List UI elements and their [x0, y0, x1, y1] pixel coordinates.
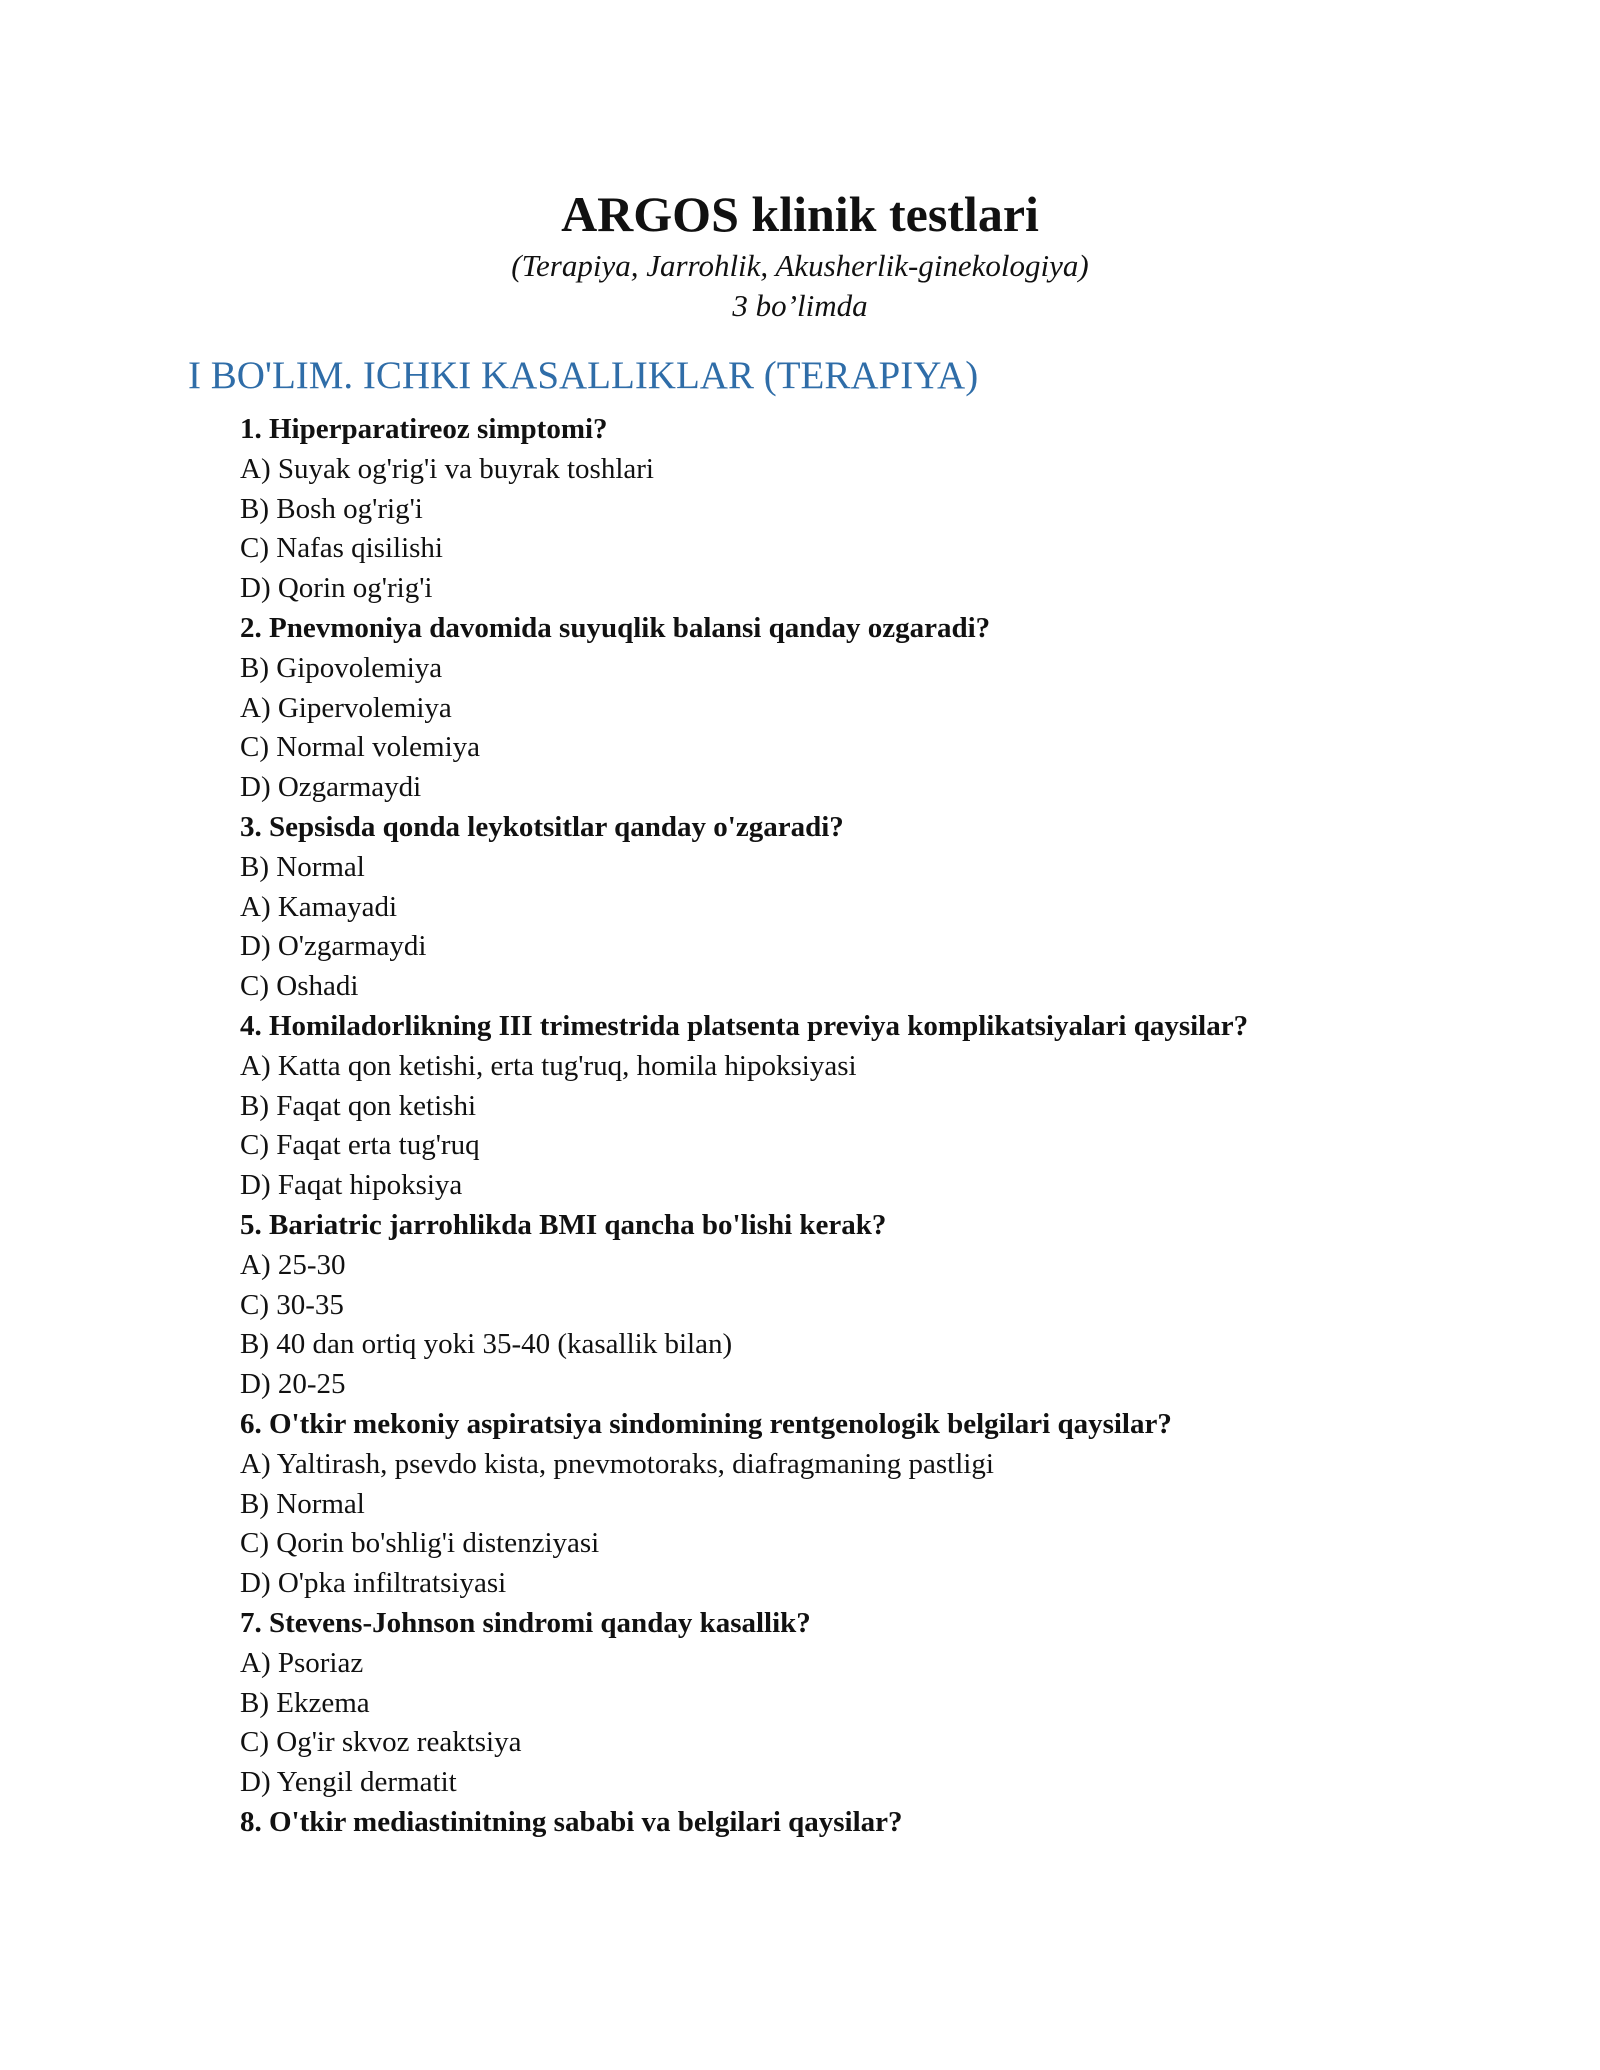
answer-option: A) Katta qon ketishi, erta tug'ruq, homila hipoksiyasi: [240, 1049, 857, 1082]
answer-option: A) Psoriaz: [240, 1646, 364, 1679]
answer-option: C) Qorin bo'shlig'i distenziyasi: [240, 1527, 600, 1560]
question-item: [240, 808, 1440, 1007]
answer-option: B) 40 dan ortiq yoki 35-40 (kasallik bilan): [240, 1328, 733, 1361]
answer-option: A) Suyak og'rig'i va buyrak toshlari: [240, 452, 654, 485]
answer-option: D) Qorin og'rig'i: [240, 572, 433, 605]
answer-option: B) Bosh og'rig'i: [240, 492, 423, 525]
question-item: [240, 1206, 1440, 1405]
answer-option: A) Kamayadi: [240, 890, 398, 923]
question-title: 2. Pnevmoniya davomida suyuqlik balansi qanday ozgaradi?: [240, 611, 991, 644]
question-title: 7. Stevens-Johnson sindromi qanday kasallik?: [240, 1606, 811, 1639]
question-title: 1. Hiperparatireoz simptomi?: [240, 413, 608, 445]
question-item: [240, 1604, 1440, 1803]
answer-option: D) Faqat hipoksiya: [240, 1169, 463, 1202]
answer-option: A) 25-30: [240, 1248, 346, 1281]
question-title: 6. O'tkir mekoniy aspiratsiya sindomining rentgenologik belgilari qaysilar?: [240, 1407, 1172, 1440]
answer-option: C) Og'ir skvoz reaktsiya: [240, 1726, 522, 1759]
answer-option: B) Normal: [240, 1487, 365, 1520]
document-title: ARGOS klinik testlari: [561, 186, 1039, 242]
question-item: [240, 1803, 1440, 1843]
question-title: 5. Bariatric jarrohlikda BMI qancha bo'lishi kerak?: [240, 1208, 887, 1241]
question-title: 8. O'tkir mediastinitning sababi va belgilari qaysilar?: [240, 1805, 903, 1838]
answer-option: C) Normal volemiya: [240, 731, 481, 764]
answer-option: D) Yengil dermatit: [240, 1766, 457, 1799]
document-subtitle: (Terapiya, Jarrohlik, Akusherlik-ginekologiya): [511, 248, 1089, 283]
question-title: 3. Sepsisda qonda leykotsitlar qanday o'zgaradi?: [240, 810, 844, 843]
answer-option: C) Faqat erta tug'ruq: [240, 1129, 480, 1162]
answer-option: A) Gipervolemiya: [240, 691, 452, 724]
answer-option: B) Faqat qon ketishi: [240, 1089, 477, 1122]
answer-option: D) O'zgarmaydi: [240, 930, 427, 963]
section-heading: I BO'LIM. ICHKI KASALLIKLAR (TERAPIYA): [188, 354, 979, 397]
question-item: [240, 1007, 1440, 1206]
question-title: 4. Homiladorlikning III trimestrida platsenta previya komplikatsiyalari qaysilar?: [240, 1009, 1249, 1042]
answer-option: D) O'pka infiltratsiyasi: [240, 1567, 507, 1600]
answer-option: B) Ekzema: [240, 1686, 370, 1719]
answer-option: C) Nafas qisilishi: [240, 532, 443, 565]
answer-option: D) Ozgarmaydi: [240, 771, 422, 804]
question-list: [240, 410, 1440, 1843]
question-item: [240, 1405, 1440, 1604]
answer-option: D) 20-25: [240, 1368, 346, 1401]
answer-option: B) Normal: [240, 850, 365, 883]
answer-option: C) 30-35: [240, 1288, 344, 1321]
question-item: [240, 609, 1440, 808]
document-subtitle-sections: 3 bo’limda: [732, 288, 868, 323]
answer-option: C) Oshadi: [240, 970, 359, 1003]
answer-option: B) Gipovolemiya: [240, 651, 443, 684]
answer-option: A) Yaltirash, psevdo kista, pnevmotoraks, diafragmaning pastligi: [240, 1447, 994, 1480]
question-item: [240, 410, 1440, 609]
